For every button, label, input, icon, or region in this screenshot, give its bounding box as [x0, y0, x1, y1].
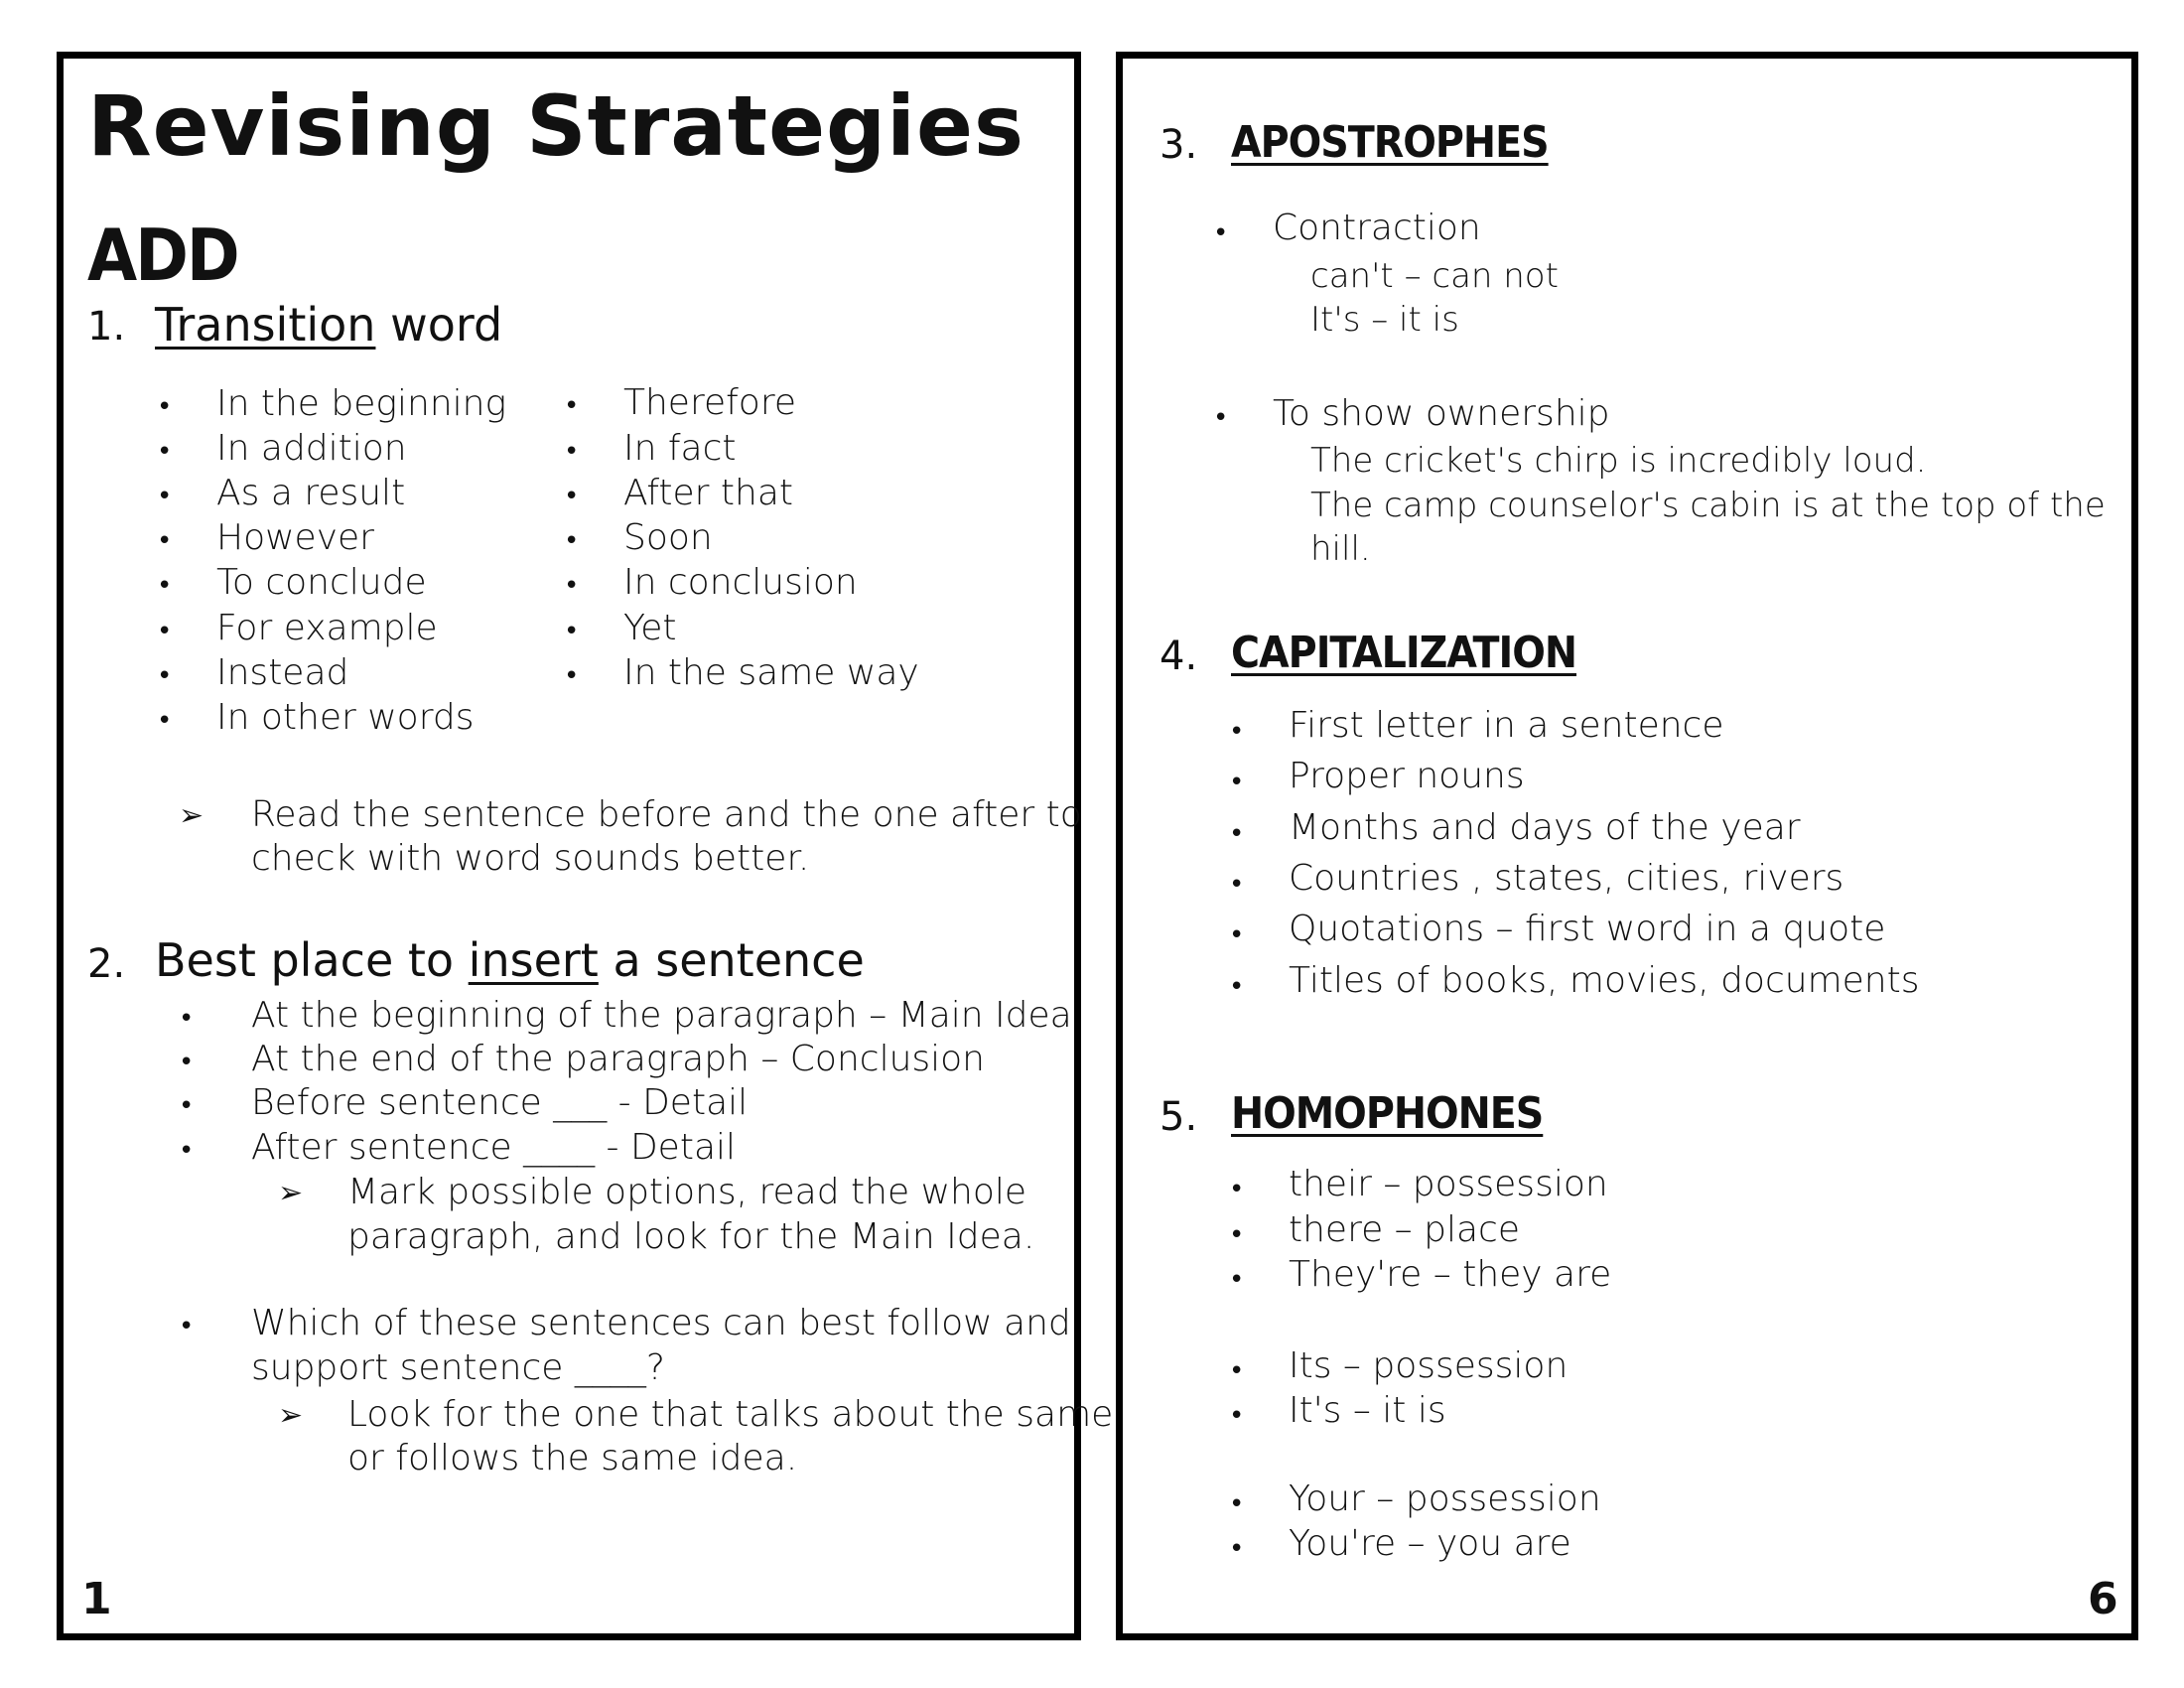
capitalization-item: Titles of books, movies, documents: [1289, 960, 1920, 1001]
homophone-item: It's – it is: [1289, 1390, 1446, 1431]
insert-option-item: After sentence ____ - Detail: [251, 1127, 737, 1168]
bullet: •: [1229, 1265, 1245, 1295]
question-line-1: Which of these sentences can best follow and: [251, 1303, 1071, 1343]
bullet: •: [1229, 972, 1245, 1002]
capitalization-item: Proper nouns: [1289, 756, 1525, 796]
bullet: •: [1213, 403, 1229, 433]
section-1-heading-transition: Transition: [155, 298, 376, 352]
ownership-example: The cricket's chirp is incredibly loud.: [1310, 441, 1927, 481]
bullet: •: [1229, 1489, 1245, 1519]
bullet: •: [179, 1312, 195, 1341]
bullet: •: [157, 617, 173, 646]
bullet: •: [157, 661, 173, 691]
section-5-number: 5.: [1160, 1094, 1198, 1140]
bullet: •: [1229, 1175, 1245, 1204]
section-2-heading-part-3: a sentence: [598, 933, 865, 987]
section-2-heading-insert: insert: [468, 933, 599, 987]
bullet: •: [179, 1091, 195, 1121]
bullet: •: [157, 482, 173, 511]
insert-tip-line-1: Mark possible options, read the whole: [347, 1172, 1026, 1212]
bullet: •: [564, 571, 580, 601]
transition-item: After that: [623, 473, 793, 513]
section-5-heading: HOMOPHONES: [1231, 1088, 1544, 1139]
transition-item: Yet: [623, 608, 677, 648]
section-1-tip-line-1: Read the sentence before and the one after to: [251, 794, 1082, 835]
insert-option-item: At the beginning of the paragraph – Main Idea: [251, 995, 1072, 1036]
arrow-bullet-icon: ➢: [179, 798, 205, 833]
question-line-2: support sentence ____?: [251, 1347, 665, 1388]
homophone-item: their – possession: [1289, 1164, 1608, 1204]
question-tip-line-1: Look for the one that talks about the same: [347, 1394, 1114, 1435]
bullet: •: [564, 617, 580, 646]
transition-item: To conclude: [216, 562, 427, 603]
bullet: •: [1229, 819, 1245, 849]
bullet: •: [1229, 1534, 1245, 1564]
bullet: •: [157, 571, 173, 601]
bullet: •: [157, 526, 173, 556]
bullet: •: [564, 482, 580, 511]
homophone-item: Your – possession: [1289, 1478, 1601, 1519]
section-1-heading: [155, 298, 502, 352]
bullet: •: [1213, 218, 1229, 248]
ownership-example: The camp counselor's cabin is at the top of the: [1310, 486, 2106, 525]
ownership-example: hill.: [1310, 529, 1371, 569]
transition-item: In addition: [216, 428, 407, 469]
bullet: •: [1229, 1401, 1245, 1431]
section-1-number: 1.: [87, 304, 126, 350]
capitalization-item: Quotations – first word in a quote: [1289, 909, 1886, 949]
section-3-heading: APOSTROPHES: [1231, 117, 1549, 168]
page-title: Revising Strategies: [87, 77, 1024, 175]
transition-item: Therefore: [623, 382, 796, 423]
homophone-item: They're – they are: [1289, 1254, 1612, 1295]
bullet: •: [564, 391, 580, 421]
transition-item: Soon: [623, 517, 713, 558]
transition-item: In fact: [623, 428, 737, 469]
section-label-add: ADD: [87, 213, 238, 297]
bullet: •: [157, 706, 173, 736]
bullet: •: [564, 526, 580, 556]
bullet: •: [564, 661, 580, 691]
section-2-heading-part-1: Best place to: [155, 933, 469, 987]
insert-option-item: Before sentence ___ - Detail: [251, 1082, 749, 1123]
transition-item: In the same way: [623, 652, 919, 693]
bullet: •: [1229, 870, 1245, 900]
bullet: •: [157, 392, 173, 422]
capitalization-item: Months and days of the year: [1289, 807, 1801, 848]
arrow-bullet-icon: ➢: [278, 1176, 304, 1210]
insert-option-item: At the end of the paragraph – Conclusion: [251, 1039, 985, 1079]
section-4-heading: CAPITALIZATION: [1231, 628, 1576, 678]
bullet: •: [1229, 1356, 1245, 1386]
transition-item: Instead: [216, 652, 349, 693]
transition-item: For example: [216, 608, 438, 648]
section-1-heading-word: word: [375, 298, 503, 352]
contraction-label: Contraction: [1273, 208, 1481, 248]
bullet: •: [1229, 717, 1245, 747]
homophone-item: Its – possession: [1289, 1345, 1569, 1386]
contraction-example: It's – it is: [1310, 300, 1459, 340]
bullet: •: [157, 437, 173, 467]
transition-item: However: [216, 517, 374, 558]
bullet: •: [564, 437, 580, 467]
arrow-bullet-icon: ➢: [278, 1398, 304, 1433]
homophone-item: You're – you are: [1289, 1523, 1571, 1564]
transition-item: As a result: [216, 473, 406, 513]
section-4-number: 4.: [1160, 633, 1198, 679]
bullet: •: [1229, 768, 1245, 797]
transition-item: In conclusion: [623, 562, 858, 603]
bullet: •: [1229, 1220, 1245, 1250]
capitalization-item: Countries , states, cities, rivers: [1289, 858, 1844, 899]
transition-item: In the beginning: [216, 383, 507, 424]
homophone-item: there – place: [1289, 1209, 1520, 1250]
question-tip-line-2: or follows the same idea.: [347, 1438, 798, 1478]
page-number-left: 1: [81, 1574, 112, 1624]
section-2-heading: [155, 933, 865, 987]
insert-tip-line-2: paragraph, and look for the Main Idea.: [347, 1216, 1035, 1257]
page-number-right: 6: [2088, 1574, 2118, 1624]
contraction-example: can't – can not: [1310, 256, 1559, 296]
bullet: •: [179, 1004, 195, 1034]
ownership-label: To show ownership: [1273, 393, 1610, 434]
transition-item: In other words: [216, 697, 475, 738]
bullet: •: [1229, 920, 1245, 950]
bullet: •: [179, 1136, 195, 1166]
bullet: •: [179, 1048, 195, 1077]
section-3-number: 3.: [1160, 122, 1198, 168]
section-1-tip-line-2: check with word sounds better.: [251, 838, 810, 879]
section-2-number: 2.: [87, 941, 126, 987]
capitalization-item: First letter in a sentence: [1289, 705, 1724, 746]
